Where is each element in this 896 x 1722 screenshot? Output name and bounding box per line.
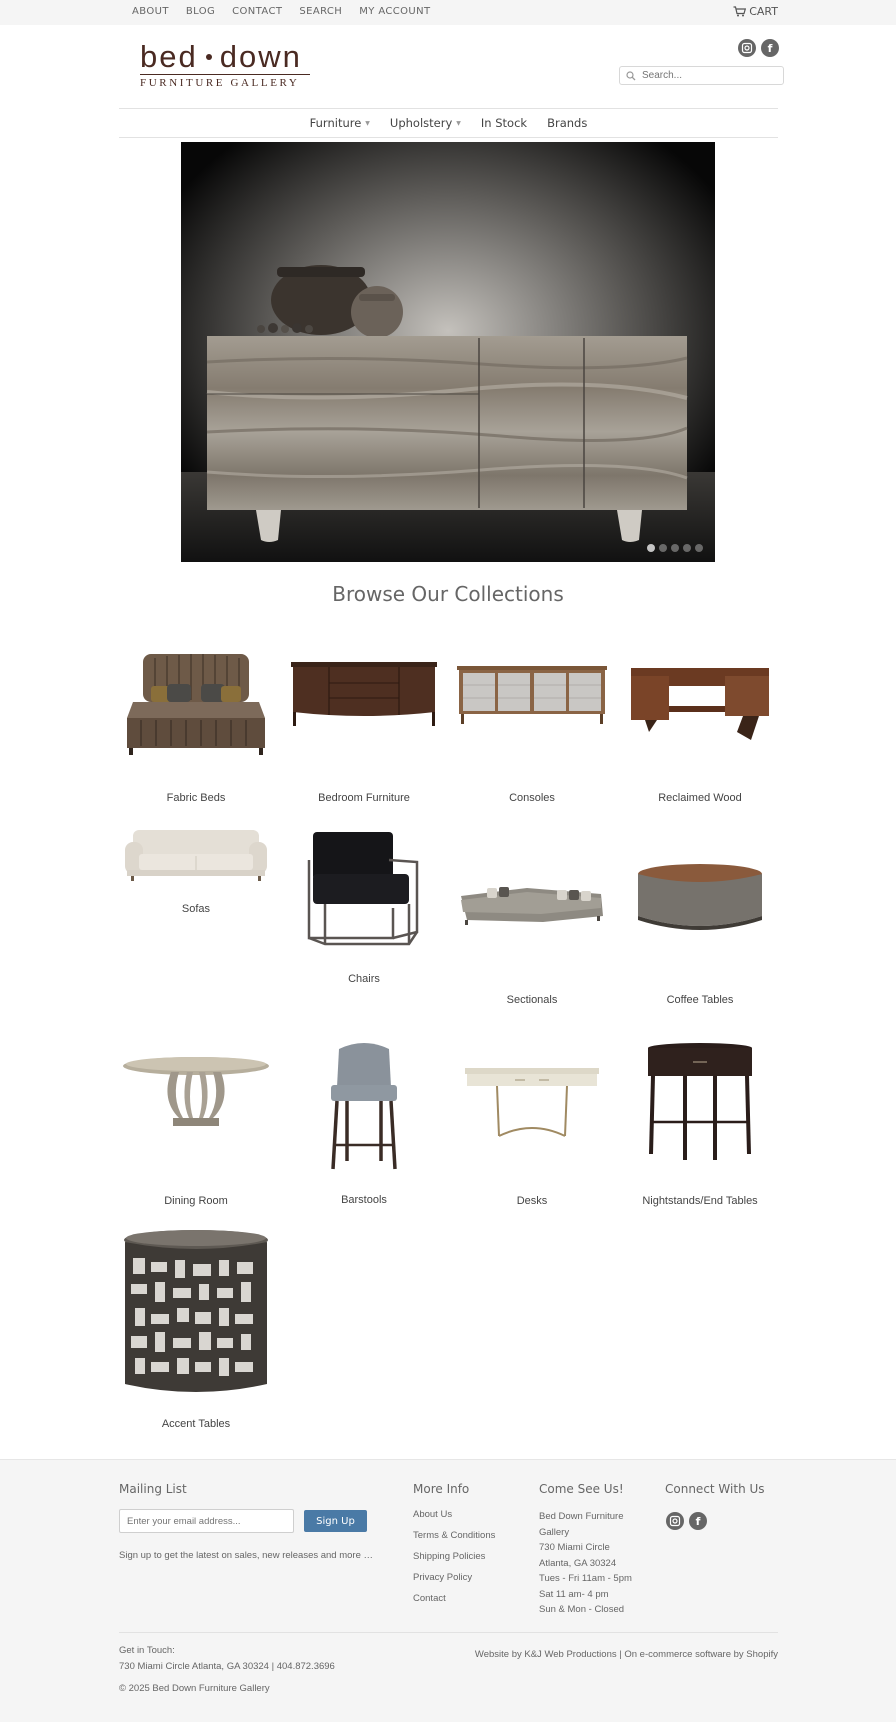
collection-bedroom-furniture[interactable] [289, 640, 439, 804]
top-bar [0, 0, 896, 25]
logo-rule [140, 74, 310, 75]
slide-dot[interactable] [659, 544, 667, 552]
collection-barstools[interactable] [289, 1035, 439, 1206]
footer-link-about-us[interactable]: About Us [413, 1509, 453, 1520]
collection-label: Bedroom Furniture [318, 792, 410, 804]
nav-item-upholstery[interactable] [390, 116, 461, 130]
search-input[interactable] [642, 70, 782, 81]
collection-accent-tables[interactable] [121, 1228, 271, 1430]
instagram-icon[interactable] [666, 1512, 684, 1530]
mailing-note: Sign up to get the latest on sales, new releases and more … [119, 1550, 374, 1561]
store-info-line: Tues - Fri 11am - 5pm [539, 1573, 632, 1584]
slideshow-dots [647, 544, 703, 552]
collection-coffee-tables[interactable] [625, 860, 775, 1006]
nav-label: Upholstery [389, 116, 453, 130]
main-nav [119, 108, 778, 138]
footer-link-shipping[interactable]: Shipping Policies [413, 1551, 486, 1562]
store-info-line: Sun & Mon - Closed [539, 1604, 625, 1615]
console-image [457, 640, 607, 760]
collection-label: Reclaimed Wood [658, 792, 742, 804]
mailing-list-title: Mailing List [119, 1482, 187, 1496]
collection-label: Fabric Beds [166, 792, 226, 804]
slide-dot[interactable] [695, 544, 703, 552]
fabric-bed-image [121, 640, 271, 760]
collection-dining-room[interactable] [121, 1040, 271, 1207]
collection-desks[interactable] [457, 1050, 607, 1207]
cart-icon [733, 6, 746, 17]
logo-dot [206, 54, 212, 60]
desk-image [457, 1050, 607, 1140]
site-logo[interactable] [140, 39, 310, 89]
caret-down-icon: ▼ [456, 119, 461, 127]
slide-dot[interactable] [647, 544, 655, 552]
collection-nightstands-end-tables[interactable] [625, 1040, 775, 1207]
site-credits[interactable]: Website by K&J Web Productions | On e-commerce software by Shopify [474, 1649, 778, 1660]
site-footer [0, 1459, 896, 1722]
logo-word-down: down [219, 39, 302, 74]
footer-link-terms[interactable]: Terms & Conditions [413, 1530, 496, 1541]
come-see-us-title: Come See Us! [539, 1482, 624, 1496]
logo-tagline: FURNITURE GALLERY [140, 77, 300, 89]
store-info-line: Atlanta, GA 30324 [539, 1557, 617, 1569]
get-in-touch-text: 730 Miami Circle Atlanta, GA 30324 | 404.872.3696 [119, 1661, 335, 1672]
copyright: © 2025 Bed Down Furniture Gallery [119, 1683, 270, 1694]
facebook-icon[interactable]: f [689, 1512, 707, 1530]
hero-slideshow[interactable] [181, 142, 715, 562]
nav-item-brands[interactable] [547, 116, 587, 130]
connect-title: Connect With Us [665, 1482, 765, 1496]
collection-sofas[interactable] [121, 820, 271, 915]
logo-word-bed: bed [140, 39, 198, 74]
hero-image [181, 142, 715, 562]
collection-label: Sofas [181, 903, 211, 915]
nav-label: In Stock [480, 116, 528, 130]
top-link-search[interactable]: SEARCH [299, 6, 343, 17]
nav-label: Brands [547, 116, 588, 130]
collection-label: Desks [516, 1195, 548, 1207]
facebook-icon[interactable]: f [761, 39, 779, 57]
top-link-contact[interactable]: CONTACT [232, 6, 283, 17]
dining-table-image [121, 1040, 271, 1150]
chair-image [289, 820, 439, 950]
sofa-image [121, 820, 271, 890]
store-info [539, 1509, 632, 1618]
sectional-image [457, 870, 607, 940]
nav-item-furniture[interactable] [310, 116, 370, 130]
footer-social [666, 1512, 707, 1530]
top-link-my-account[interactable]: MY ACCOUNT [359, 6, 431, 17]
cart-link[interactable] [733, 5, 778, 18]
store-info-line: Bed Down Furniture [539, 1511, 624, 1522]
slide-dot[interactable] [683, 544, 691, 552]
collection-label: Consoles [509, 792, 555, 804]
logo-wordmark [140, 39, 310, 74]
collection-label: Accent Tables [161, 1418, 231, 1430]
top-link-blog[interactable]: BLOG [185, 6, 216, 17]
caret-down-icon: ▼ [365, 119, 370, 127]
slide-dot[interactable] [671, 544, 679, 552]
collection-label: Dining Room [164, 1195, 228, 1207]
collection-fabric-beds[interactable] [121, 640, 271, 804]
collection-sectionals[interactable] [457, 870, 607, 1006]
collection-label: Nightstands/End Tables [642, 1195, 758, 1207]
collection-consoles[interactable] [457, 640, 607, 804]
coffee-table-image [625, 860, 775, 950]
nightstand-image [625, 1040, 775, 1170]
accent-table-image [121, 1228, 271, 1398]
top-links [132, 6, 448, 17]
collection-label: Coffee Tables [666, 994, 734, 1006]
email-field[interactable] [119, 1509, 294, 1533]
dresser-image [289, 640, 439, 760]
footer-link-contact[interactable]: Contact [413, 1593, 446, 1604]
collection-chairs[interactable] [289, 820, 439, 985]
more-info-links [413, 1507, 495, 1612]
store-info-line: 730 Miami Circle [539, 1542, 610, 1553]
collection-reclaimed-wood[interactable] [625, 640, 775, 804]
search-box [619, 66, 784, 85]
collections-title: Browse Our Collections [332, 582, 564, 606]
store-info-line: Gallery [539, 1526, 570, 1538]
collection-label: Chairs [348, 973, 380, 985]
get-in-touch-label: Get in Touch: [119, 1645, 175, 1656]
more-info-title: More Info [413, 1482, 470, 1496]
footer-divider [119, 1632, 778, 1633]
sign-up-button[interactable]: Sign Up [304, 1510, 367, 1532]
store-info-line: Sat 11 am- 4 pm [539, 1588, 609, 1600]
top-link-about[interactable]: ABOUT [132, 6, 169, 17]
header-social [738, 39, 779, 57]
barstool-image [289, 1035, 439, 1175]
nav-item-in-stock[interactable] [481, 116, 527, 130]
collection-label: Barstools [341, 1194, 387, 1206]
footer-link-privacy[interactable]: Privacy Policy [413, 1572, 473, 1583]
reclaimed-wood-table-image [625, 640, 775, 760]
instagram-icon[interactable] [738, 39, 756, 57]
nav-label: Furniture [309, 116, 362, 130]
cart-label: CART [749, 5, 778, 18]
collection-label: Sectionals [506, 994, 558, 1006]
search-icon [626, 71, 636, 81]
